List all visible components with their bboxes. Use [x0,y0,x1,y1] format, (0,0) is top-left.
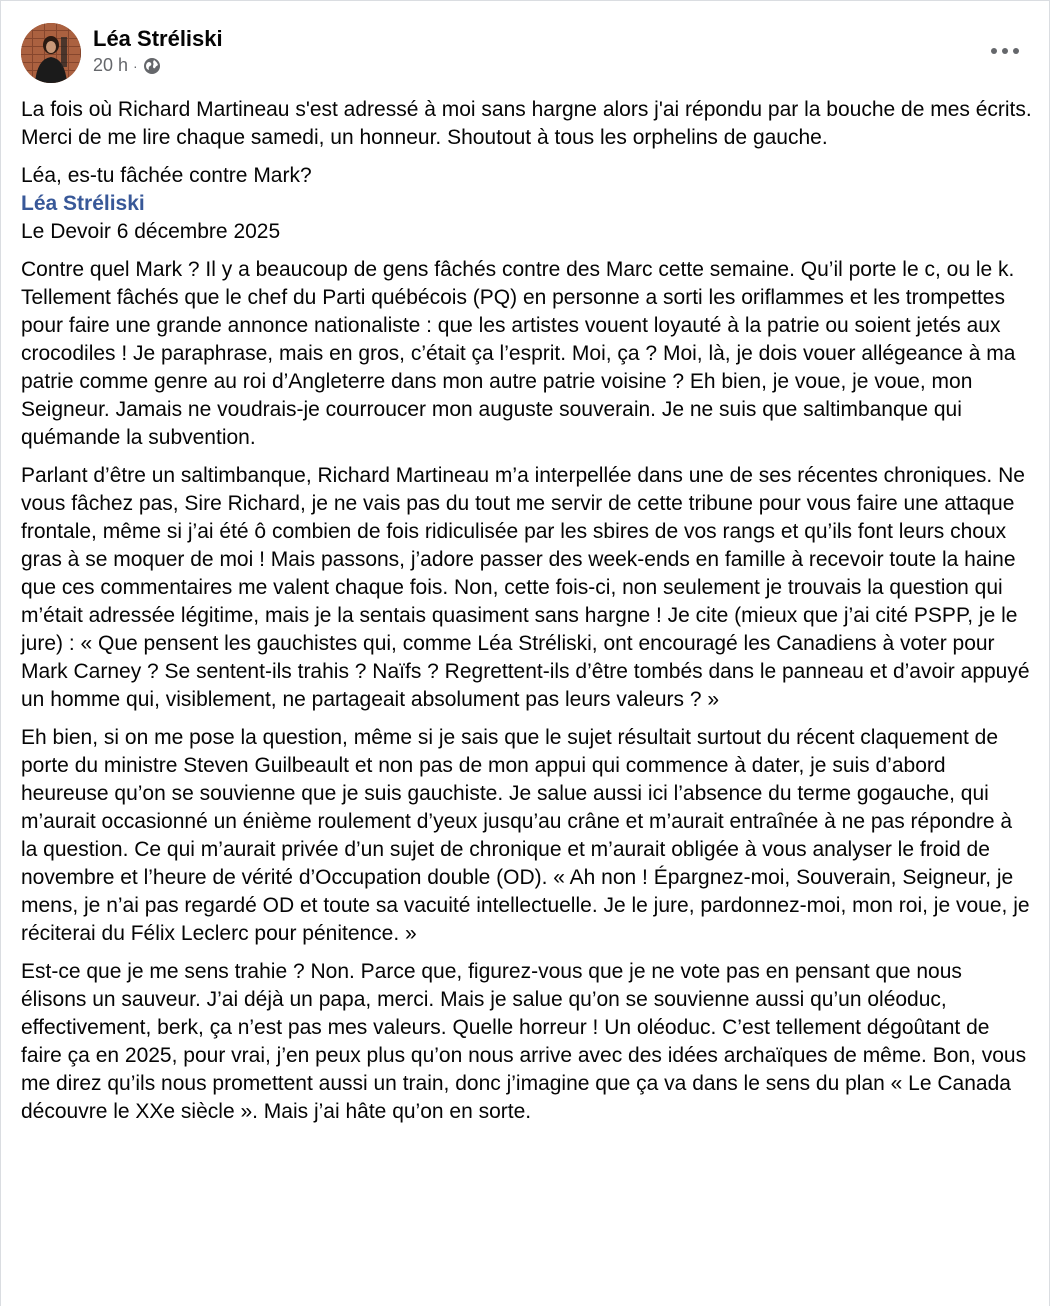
article-source: Le Devoir 6 décembre 2025 [21,220,281,243]
meta-separator: · [133,57,138,74]
more-options-icon[interactable] [987,37,1023,65]
post-intro: La fois où Richard Martineau s'est adressé à moi sans hargne alors j'ai répondu par la bouche de mes écrits. Merci de me lire chaque samedi, un honneur. Shoutout à tous les orphelins de gauche. [21,98,1032,149]
post-meta [93,55,161,76]
post-header [1,1,1049,91]
paragraph-4: Est-ce que je me sens trahie ? Non. Parce que, figurez-vous que je ne vote pas en pensant que nous élisons un sauveur. J’ai déjà un papa, merci. Mais je salue qu’on se souvienne aussi qu’un oléoduc, effectivement, berk, ça n’est pas mes valeurs. Quelle horreur ! Un oléoduc. C’est tellement dégoûtant de faire ça en 2025, pour vrai, j’en peux plus qu’on nous arrive avec des idées archaïques de même. Bon, vous me direz qu’ils nous promettent aussi un train, donc j’imagine que ça va dans le sens du plan « Le Canada découvre le XXe siècle ». Mais j’ai hâte qu’on en sorte. [21,960,1027,1123]
avatar-photo [21,23,81,83]
paragraph-1: Contre quel Mark ? Il y a beaucoup de gens fâchés contre des Marc cette semaine. Qu’il porte le c, ou le k. Tellement fâchés que le chef du Parti québécois (PQ) en personne a sorti les oriflammes et les trompettes pour faire une grande annonce nationaliste : que les artistes vouent loyauté à la patrie ou soient jetés aux crocodiles ! Je paraphrase, mais en gros, c’était ça l’esprit. Moi, ça ? Moi, là, je dois vouer allégeance à ma patrie comme genre au roi d’Angleterre dans mon autre patrie voisine ? Eh bien, je voue, je voue, mon Seigneur. Jamais ne voudrais-je courroucer mon auguste souverain. Je ne suis que saltimbanque qui quémande la subvention. [21,258,1016,449]
paragraph-2: Parlant d’être un saltimbanque, Richard Martineau m’a interpellée dans une de ses récentes chroniques. Ne vous fâchez pas, Sire Richard, je ne vais pas du tout me servir de cette tribune pour vous faire une attaque frontale, même si j’ai été ô combien de fois ridiculisée par les sbires de vos rangs et qu’ils font leurs choux gras à se moquer de moi ! Mais passons, j’adore passer des week-ends en famille à recevoir toute la haine que ces commentaires me valent chaque fois. Non, cette fois-ci, non seulement je trouvais la question qui m’était adressée légitime, mais je la sentais quasiment sans hargne ! Je cite (mieux que j’ai cité PSPP, je le jure) : « Que pensent les gauchistes qui, comme Léa Stréliski, ont encouragé les Canadiens à voter pour Mark Carney ? Se sentent-ils trahis ? Naïfs ? Regrettent-ils d’être tombés dans le panneau et d’avoir appuyé un homme qui, visiblement, ne partageait absolument pas leurs valeurs ? » [21,464,1030,711]
avatar[interactable] [21,23,81,83]
author-name[interactable]: Léa Stréliski [93,26,223,51]
paragraph-3: Eh bien, si on me pose la question, même si je sais que le sujet résultait surtout du récent claquement de porte du ministre Steven Guilbeault et non pas de mon appui qui commence à dater, je suis d’abord heureuse qu’on se souvienne que je suis gauchiste. Je salue aussi ici l’absence du terme gogauche, qui m’aurait occasionné un énième roulement d’yeux jusqu’au crâne et m’aurait entraînée à ne pas répondre à la question. Ce qui m’aurait privée d’un sujet de chronique et m’aurait obligée à vous analyser le froid de novembre et l’heure de vérité d’Occupation double (OD). « Ah non ! Épargnez-moi, Souverain, Seigneur, je mens, je n’ai pas regardé OD et toute sa vacuité intellectuelle. Je le jure, pardonnez-moi, mon roi, je voue, je réciterai du Félix Leclerc pour pénitence. » [21,726,1030,945]
post-body [21,96,1033,1136]
globe-icon[interactable] [143,57,161,75]
article-title: Léa, es-tu fâchée contre Mark? [21,164,312,187]
post-time[interactable]: 20 h [93,55,129,75]
article-header [21,162,1033,246]
article-author-link[interactable]: Léa Stréliski [21,192,145,215]
